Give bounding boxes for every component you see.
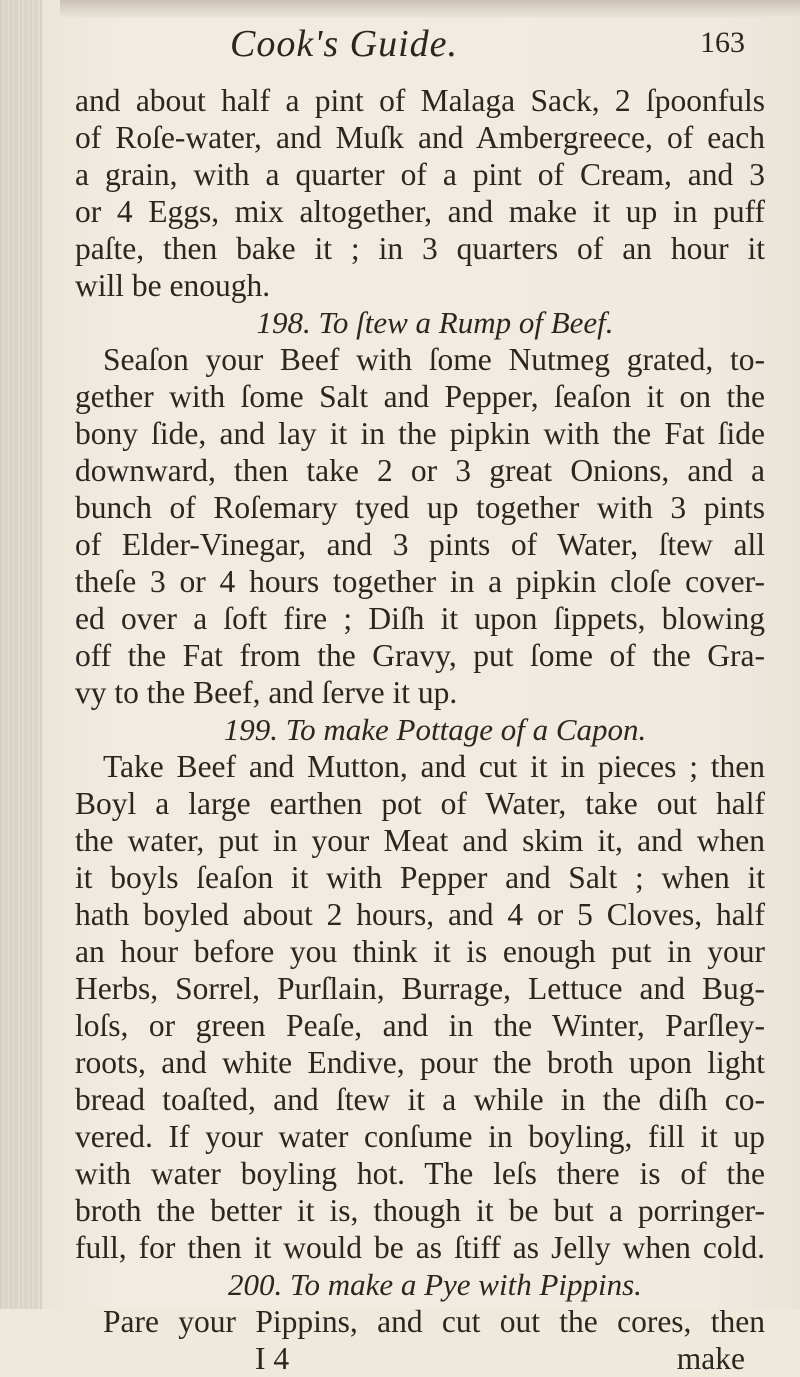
page-number: 163 (700, 26, 745, 59)
text-line: roots, and white Endive, pour the broth upon light (75, 1045, 765, 1080)
page-top-edge (60, 0, 800, 18)
recipe-heading-200: 200. To make a Pye with Pippins. (228, 1267, 642, 1302)
text-line: ed over a ſoft fire ; Diſh it upon ſippets, blowing (75, 601, 765, 636)
recipe-heading-198: 198. To ſtew a Rump of Beef. (256, 305, 614, 340)
body-text (75, 82, 765, 1377)
text-line: Seaſon your Beef with ſome Nutmeg grated, to- (103, 342, 765, 377)
text-line: theſe 3 or 4 hours together in a pipkin cloſe cover- (75, 564, 765, 599)
signature-mark: I 4 (255, 1341, 290, 1376)
text-line: bunch of Roſemary tyed up together with 3 pints (75, 490, 765, 525)
text-line: or 4 Eggs, mix altogether, and make it up in puff (75, 194, 765, 229)
text-line: paſte, then bake it ; in 3 quarters of an hour it (75, 231, 765, 266)
text-line: of Roſe-water, and Muſk and Ambergreece, of each (75, 120, 765, 155)
text-line: Pare your Pippins, and cut out the cores, then (103, 1304, 765, 1339)
text-line: loſs, or green Peaſe, and in the Winter, Parſley- (75, 1008, 765, 1043)
text-line: off the Fat from the Gravy, put ſome of the Gra- (75, 638, 765, 673)
text-line: broth the better it is, though it be but a porringer- (75, 1193, 765, 1228)
text-line: vy to the Beef, and ſerve it up. (75, 675, 458, 710)
recipe-heading-199: 199. To make Pottage of a Capon. (223, 712, 647, 747)
text-line: the water, put in your Meat and skim it, and when (75, 823, 765, 858)
text-line: Herbs, Sorrel, Purſlain, Burrage, Lettuce and Bug- (75, 971, 765, 1006)
text-line: full, for then it would be as ſtiff as Jelly when cold. (75, 1230, 765, 1265)
text-line: and about half a pint of Malaga Sack, 2 ſpoonfuls (75, 83, 765, 118)
text-line: bony ſide, and lay it in the pipkin with the Fat ſide (75, 416, 765, 451)
text-line: vered. If your water conſume in boyling, fill it up (75, 1119, 765, 1154)
text-line: with water boyling hot. The leſs there is of the (75, 1156, 765, 1191)
text-line: hath boyled about 2 hours, and 4 or 5 Cloves, half (75, 897, 765, 932)
text-line: Take Beef and Mutton, and cut it in pieces ; then (103, 749, 765, 784)
book-gutter (0, 0, 42, 1309)
text-line: bread toaſted, and ſtew it a while in the diſh co- (75, 1082, 765, 1117)
running-title: Cook's Guide. (230, 23, 458, 65)
text-line: gether with ſome Salt and Pepper, ſeaſon it on the (75, 379, 765, 414)
text-line: an hour before you think it is enough put in your (75, 934, 765, 969)
text-line: it boyls ſeaſon it with Pepper and Salt ; when it (75, 860, 765, 895)
catchword: make (676, 1341, 745, 1376)
page-header (200, 22, 760, 72)
text-line: will be enough. (75, 268, 271, 303)
text-line: Boyl a large earthen pot of Water, take out half (75, 786, 765, 821)
text-line: downward, then take 2 or 3 great Onions, and a (75, 453, 765, 488)
page-footer (75, 1340, 765, 1377)
text-line: a grain, with a quarter of a pint of Cream, and 3 (75, 157, 765, 192)
text-line: of Elder-Vinegar, and 3 pints of Water, ſtew all (75, 527, 765, 562)
